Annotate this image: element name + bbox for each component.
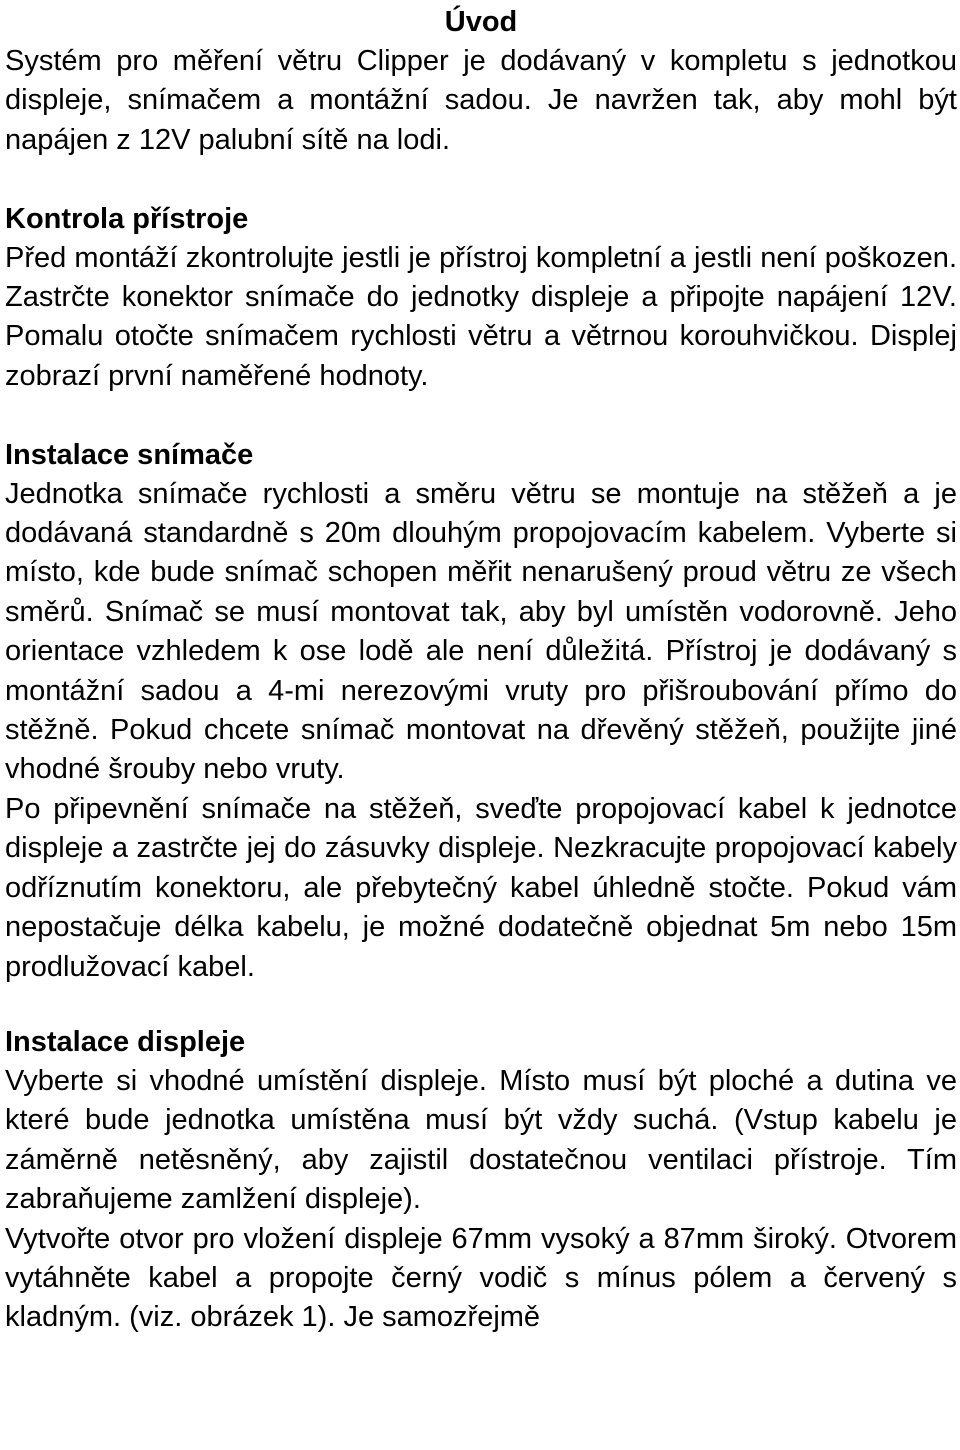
intro-paragraph: Systém pro měření větru Clipper je dodávaný v kompletu s jednotkou displeje, snímačem a montážní sadou. Je navržen tak, aby mohl být napájen z 12V palubní sítě na lodi. [5,45,957,156]
spacer [5,987,957,1023]
heading-kontrola: Kontrola přístroje [5,202,249,235]
document-page [5,0,957,1338]
heading-instalace-snimace: Instalace snímače [5,438,254,471]
kontrola-paragraph: Před montáží zkontrolujte jestli je přístroj kompletní a jestli není poškozen. Zastrčte konektor snímače do jednotky displeje a připojte napájení 12V. Pomalu otočte snímačem rychlosti větru a větrnou korouhvičkou. Displej zobrazí první naměřené hodnoty. [5,241,957,392]
document-title: Úvod [444,6,518,38]
heading-instalace-displeje: Instalace displeje [5,1025,246,1058]
displej-paragraph-2: Vytvořte otvor pro vložení displeje 67mm vysoký a 87mm široký. Otvorem vytáhněte kabel a propojte černý vodič s mínus pólem a červený s kladným. (viz. obrázek 1). Je samozřejmě [5,1222,957,1334]
spacer [5,396,957,435]
snimac-paragraph-2: Po připevnění snímače na stěžeň, sveďte propojovací kabel k jednotce displeje a zastrčte jej do zásuvky displeje. Nezkracujte propojovací kabely odříznutím konektoru, ale přebytečný kabel úhledně stočte. Pokud vám nepostačuje délka kabelu, je možné dodatečně objednat 5m nebo 15m prodlužovací kabel. [5,792,957,983]
displej-paragraph-1: Vyberte si vhodné umístění displeje. Místo musí být ploché a dutina ve které bude jednotka umístěna musí být vždy suchá. (Vstup kabelu je záměrně netěsněný, aby zajistil dostatečnou ventilaci přístroje. Tím zabraňujeme zamlžení displeje). [5,1064,957,1216]
snimac-paragraph-1: Jednotka snímače rychlosti a směru větru se montuje na stěžeň a je dodávaná standardně s 20m dlouhým propojovacím kabelem. Vyberte si místo, kde bude snímač schopen měřit nenarušený proud větru ze všech směrů. Snímač se musí montovat tak, aby byl umístěn vodorovně. Jeho orientace vzhledem k ose lodě ale není důležitá. Přístroj je dodávaný s montážní sadou a 4-mi nerezovými vruty pro přišroubování přímo do stěžně. Pokud chcete snímač montovat na dřevěný stěžeň, použijte jiné vhodné šrouby nebo vruty. [5,477,957,786]
spacer [5,160,957,199]
